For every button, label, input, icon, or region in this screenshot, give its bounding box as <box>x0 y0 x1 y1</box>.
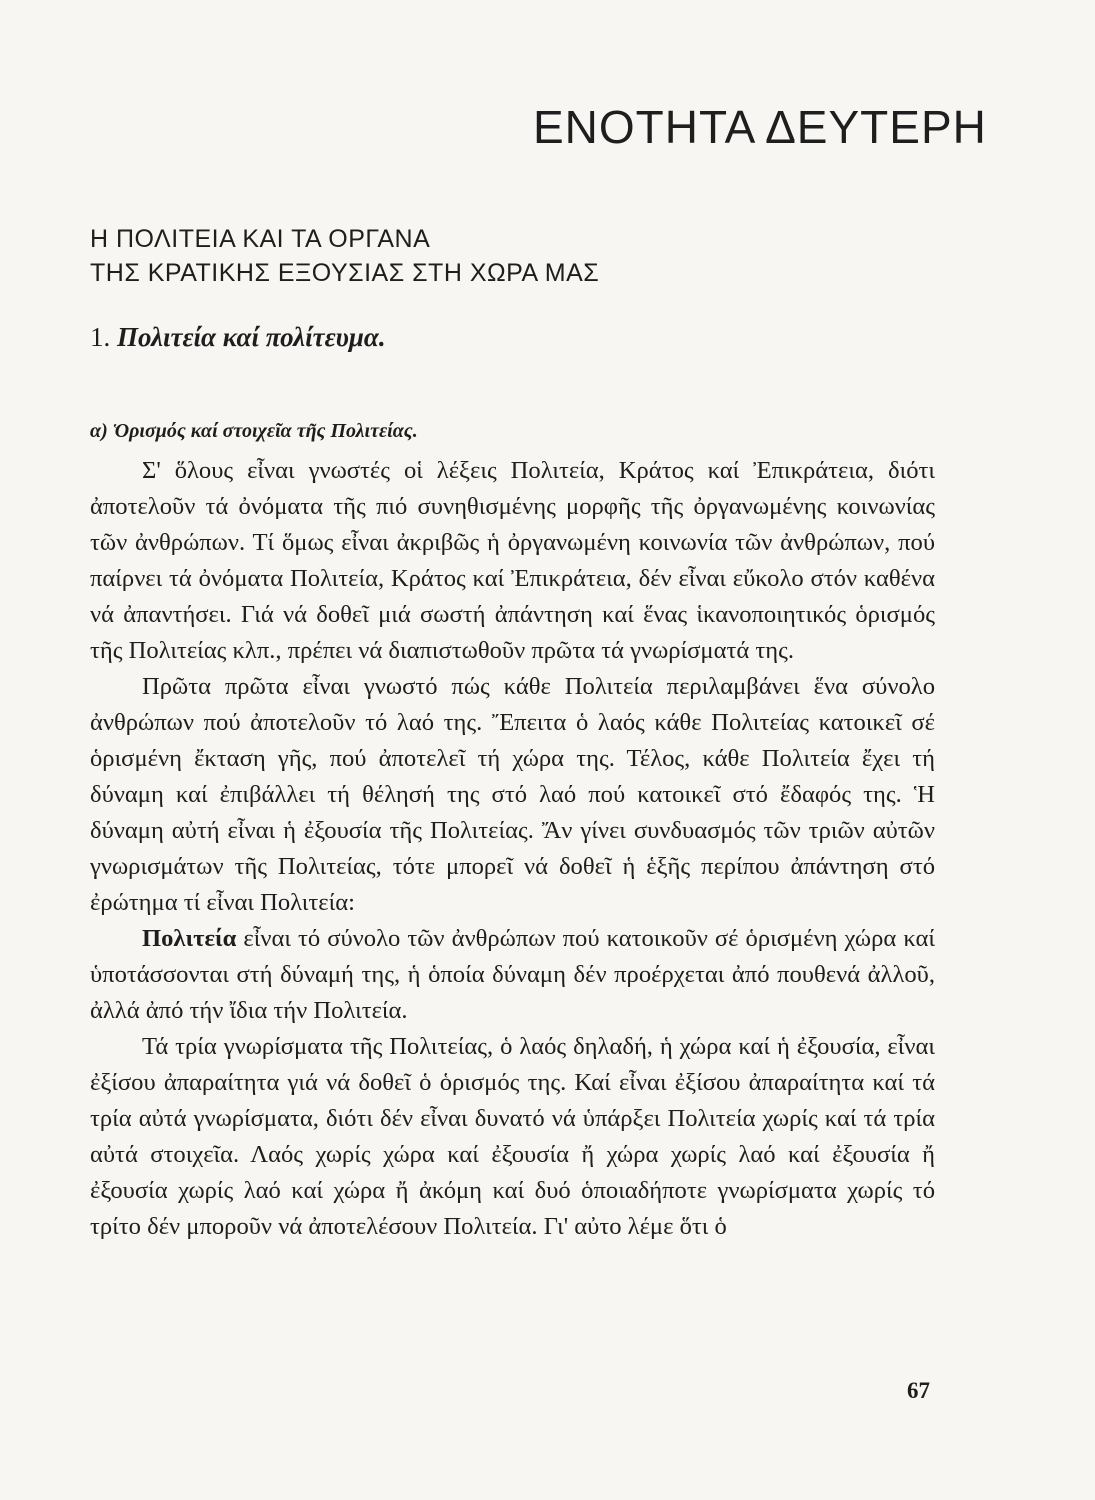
page-number: 67 <box>907 1378 930 1403</box>
definition-text: εἶναι τό σύνολο τῶν ἀνθρώπων πού κατοικοῦν σέ ὁρισμένη χώρα καί ὑποτάσσονται στή δύναμή της, ἡ ὁποία δύναμη δέν προέρχεται ἀπό πουθενά ἀλλοῦ, ἀλλά ἀπό τήν ἴδια τήν Πολιτεία. <box>90 925 935 1024</box>
section-heading <box>90 322 386 353</box>
chapter-title <box>90 222 599 290</box>
subsection-heading <box>90 420 418 443</box>
chapter-title-line-1: Η ΠΟΛΙΤΕΙΑ ΚΑΙ ΤΑ ΟΡΓΑΝΑ <box>90 225 431 253</box>
subsection-title: Ὁρισμός καί στοιχεῖα τῆς Πολιτείας. <box>112 420 418 442</box>
paragraph-4: Τά τρία γνωρίσματα τῆς Πολιτείας, ὁ λαός δηλαδή, ἡ χώρα καί ἡ ἐξουσία, εἶναι ἐξίσου ἀπαραίτητα γιά νά δοθεῖ ὁ ὁρισμός της. Καί εἶναι ἐξίσου ἀπαραίτητα καί τά τρία αὐτά γνωρίσματα, διότι δέν εἶναι δυνατό νά ὑπάρξει Πολιτεία χωρίς καί τά τρία αὐτά στοιχεῖα. Λαός χωρίς χώρα καί ἐξουσία ἤ χώρα χωρίς λαό καί ἐξουσία ἤ ἐξουσία χωρίς λαό καί χώρα ἤ ἀκόμη καί δυό ὁποιαδήποτε γνωρίσματα χωρίς τό τρίτο δέν μποροῦν νά ἀποτελέσουν Πολιτεία. Γι' αὐτο λέμε ὅτι ὁ <box>90 1033 935 1240</box>
definition-term: Πολιτεία <box>142 925 237 952</box>
paragraph-1: Σ' ὅλους εἶναι γνωστές οἱ λέξεις Πολιτεία, Κράτος καί Ἐπικράτεια, διότι ἀποτελοῦν τά ὀνόματα τῆς πιό συνηθισμένης μορφῆς τῆς ὀργανωμένης κοινωνίας τῶν ἀνθρώπων. Τί ὅμως εἶναι ἀκριβῶς ἡ ὀργανωμένη κοινωνία τῶν ἀνθρώπων, πού παίρνει τά ὀνόματα Πολιτεία, Κράτος καί Ἐπικράτεια, δέν εἶναι εὔκολο στόν καθένα νά ἀπαντήσει. Γιά νά δοθεῖ μιά σωστή ἀπάντηση καί ἕνας ἱκανοποιητικός ὁρισμός τῆς Πολιτείας κλπ., πρέπει νά διαπιστωθοῦν πρῶτα τά γνωρίσματά της. <box>90 457 935 664</box>
section-number: 1. <box>90 322 111 352</box>
paragraph-2: Πρῶτα πρῶτα εἶναι γνωστό πώς κάθε Πολιτεία περιλαμβάνει ἕνα σύνολο ἀνθρώπων πού ἀποτελοῦν τό λαό της. Ἔπειτα ὁ λαός κάθε Πολιτείας κατοικεῖ σέ ὁρισμένη ἔκταση γῆς, πού ἀποτελεῖ τή χώρα της. Τέλος, κάθε Πολιτεία ἔχει τή δύναμη καί ἐπιβάλλει τή θέλησή της στό λαό πού κατοικεῖ στό ἔδαφός της. Ἡ δύναμη αὐτή εἶναι ἡ ἐξουσία τῆς Πολιτείας. Ἄν γίνει συνδυασμός τῶν τριῶν αὐτῶν γνωρισμάτων τῆς Πολιτείας, τότε μπορεῖ νά δοθεῖ ἡ ἑξῆς περίπου ἀπάντηση στό ἐρώτημα τί εἶναι Πολιτεία: <box>90 673 935 916</box>
chapter-title-line-2: ΤΗΣ ΚΡΑΤΙΚΗΣ ΕΞΟΥΣΙΑΣ ΣΤΗ ΧΩΡΑ ΜΑΣ <box>90 259 600 287</box>
paragraph-definition <box>90 921 935 1029</box>
unit-title: ΕΝΟΤΗΤΑ ΔΕΥΤΕΡΗ <box>533 101 987 153</box>
section-title: Πολιτεία καί πολίτευμα. <box>117 322 386 352</box>
subsection-label: α) <box>90 420 108 442</box>
body-text <box>90 453 935 1245</box>
